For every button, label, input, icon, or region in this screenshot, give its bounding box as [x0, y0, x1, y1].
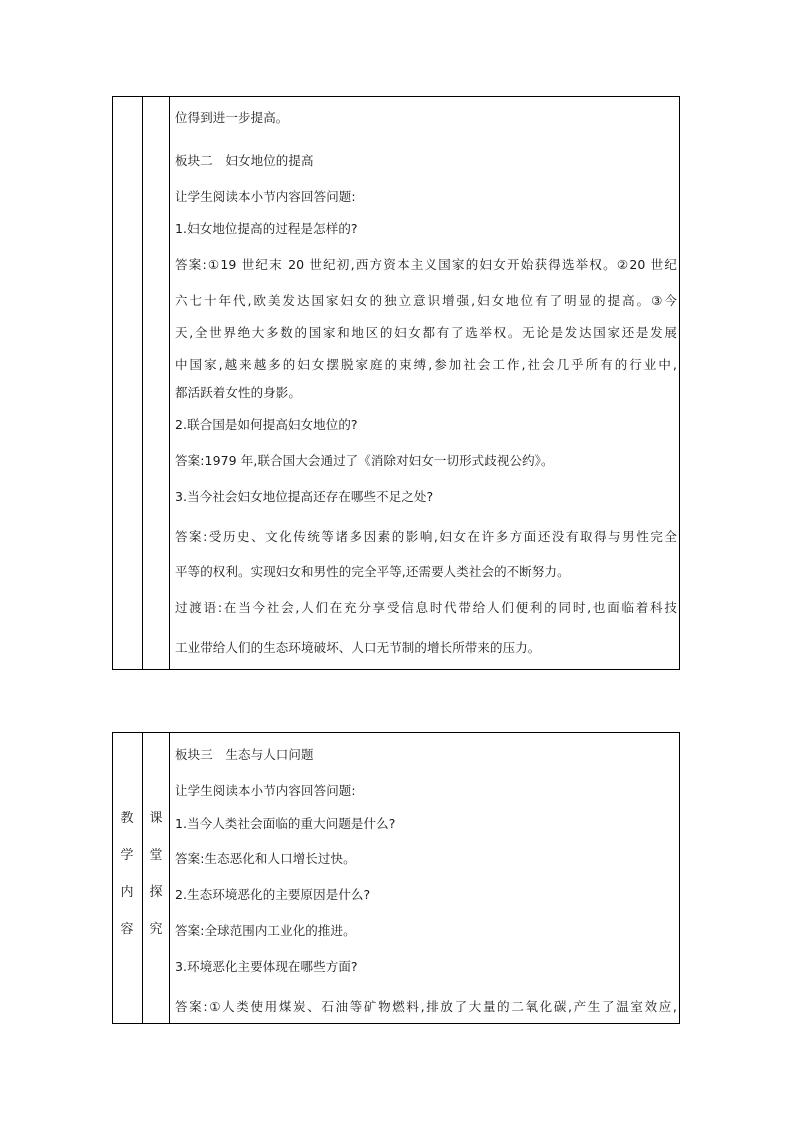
question: 1.当今人类社会面临的重大问题是什么?	[175, 816, 396, 831]
column-divider	[142, 97, 143, 669]
content-cell	[169, 733, 679, 1023]
lesson-table	[112, 732, 680, 1024]
question: 3.当今社会妇女地位提高还存在哪些不足之处?	[175, 489, 434, 504]
answer-line: 中国家,越来越多的妇女摆脱家庭的束缚,参加社会工作,社会几乎所有的行业中,	[175, 357, 677, 372]
answer-line: 答案:生态恶化和人口增长过快。	[175, 851, 356, 866]
transition-line: 过渡语:在当今社会,人们在充分享受信息时代带给人们便利的同时,也面临着科技	[175, 600, 677, 615]
text-line: 让学生阅读本小节内容回答问题:	[175, 189, 356, 204]
question: 2.联合国是如何提高妇女地位的?	[175, 417, 358, 432]
question: 1.妇女地位提高的过程是怎样的?	[175, 221, 358, 236]
answer-line: 天,全世界绝大多数的国家和地区的妇女都有了选举权。无论是发达国家还是发展	[175, 325, 677, 340]
answer-line: 平等的权利。实现妇女和男性的完全平等,还需要人类社会的不断努力。	[175, 564, 570, 579]
answer-line: 答案:受历史、文化传统等诸多因素的影响,妇女在许多方面还没有取得与男性完全	[175, 529, 677, 544]
answer-line: 答案:1979 年,联合国大会通过了《消除对妇女一切形式歧视公约》。	[175, 453, 554, 468]
answer-line: 都活跃着女性的身影。	[175, 385, 302, 400]
lesson-table-continued	[112, 96, 680, 670]
classroom-inquiry-label	[142, 811, 170, 959]
question: 2.生态环境恶化的主要原因是什么?	[175, 887, 371, 902]
label-char: 堂	[149, 848, 163, 863]
section-heading: 板块二 妇女地位的提高	[175, 153, 314, 168]
label-char: 探	[149, 885, 163, 900]
label-char: 内	[120, 885, 134, 900]
section-heading: 板块三 生态与人口问题	[175, 747, 314, 762]
teaching-content-label	[113, 811, 141, 959]
question: 3.环境恶化主要体现在哪些方面?	[175, 959, 358, 974]
label-char: 学	[120, 848, 134, 863]
label-char: 容	[120, 922, 134, 937]
label-char: 课	[149, 811, 163, 826]
label-char: 究	[149, 922, 163, 937]
answer-line: 答案:①19 世纪末 20 世纪初,西方资本主义国家的妇女开始获得选举权。②20 世纪	[175, 257, 677, 272]
answer-line: 答案:全球范围内工业化的推进。	[175, 923, 356, 938]
label-char: 教	[120, 811, 134, 826]
text-line: 位得到进一步提高。	[175, 110, 289, 125]
transition-line: 工业带给人们的生态环境破坏、人口无节制的增长所带来的压力。	[175, 640, 541, 655]
answer-line: 答案:①人类使用煤炭、石油等矿物燃料,排放了大量的二氧化碳,产生了温室效应,	[175, 999, 677, 1014]
text-line: 让学生阅读本小节内容回答问题:	[175, 783, 356, 798]
answer-line: 六七十年代,欧美发达国家妇女的独立意识增强,妇女地位有了明显的提高。③今	[175, 293, 677, 308]
content-cell	[169, 97, 679, 669]
